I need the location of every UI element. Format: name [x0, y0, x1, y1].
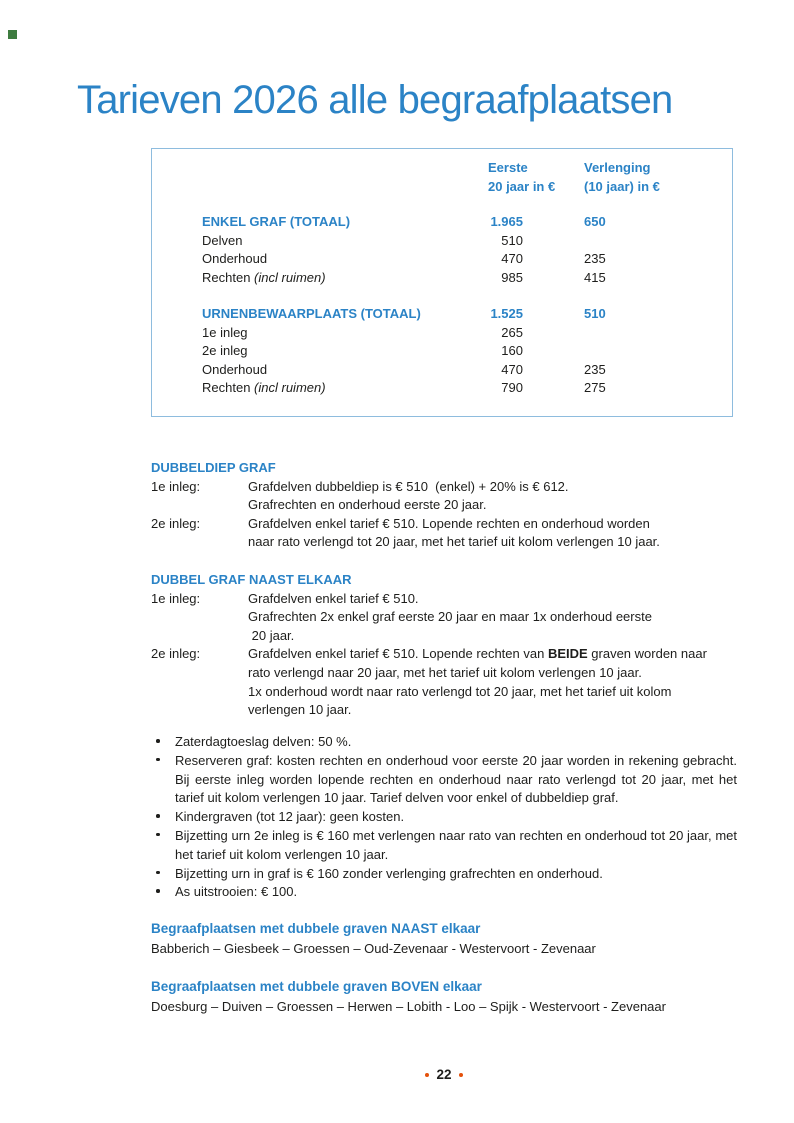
bullet-icon — [156, 739, 160, 743]
column-header-extension — [584, 158, 660, 196]
section-row — [151, 664, 737, 683]
table-row — [152, 324, 732, 343]
section-text-part: Grafdelven enkel tarief € 510. Lopende rechten van — [248, 646, 548, 662]
value-first-20-years: 790 — [501, 380, 523, 396]
column-header-line: Eerste — [488, 160, 528, 175]
bullet-icon — [156, 814, 160, 818]
bullet-text: Kindergraven (tot 12 jaar): geen kosten. — [175, 809, 405, 825]
value-first-20-years: 985 — [501, 269, 523, 285]
list-item — [151, 883, 737, 902]
row-label: Onderhoud — [202, 361, 268, 377]
row-label: URNENBEWAARPLAATS (TOTAAL) — [202, 306, 421, 321]
section-row — [151, 645, 737, 664]
corner-marker — [8, 30, 17, 39]
inleg-label: 1e inleg: — [151, 478, 201, 494]
row-label: 1e inleg — [202, 324, 248, 340]
list-item — [151, 752, 737, 808]
bullet-icon — [156, 833, 160, 837]
section-text: Grafrechten 2x enkel graf eerste 20 jaar en maar 1x onderhoud eerste — [248, 609, 652, 625]
value-first-20-years: 1.965 — [490, 214, 523, 229]
section-row — [151, 496, 737, 515]
inleg-label: 2e inleg: — [151, 515, 201, 531]
section-text: Grafrechten en onderhoud eerste 20 jaar. — [248, 497, 487, 513]
section-row — [151, 515, 737, 534]
bullet-text: Bijzetting urn in graf is € 160 zonder verlenging grafrechten en onderhoud. — [175, 865, 603, 881]
bullet-text: As uitstrooien: € 100. — [175, 884, 298, 900]
list-item — [151, 865, 737, 884]
column-header-line: (10 jaar) in € — [584, 179, 660, 194]
table-row — [152, 213, 732, 232]
value-first-20-years: 470 — [501, 251, 523, 267]
table-group-enkel-graf — [152, 213, 732, 287]
section-text: 1x onderhoud wordt naar rato verlengd tot 20 jaar, met het tarief uit kolom — [248, 683, 672, 699]
footer-section-heading: Begraafplaatsen met dubbele graven NAAST elkaar — [151, 921, 481, 936]
page-number — [151, 1066, 737, 1084]
row-label — [202, 379, 326, 398]
table-row — [152, 379, 732, 398]
footer-section-boven-elkaar — [151, 977, 737, 1016]
bullet-text: Zaterdagtoeslag delven: 50 %. — [175, 734, 352, 749]
column-header-line: Verlenging — [584, 160, 651, 175]
page-number-dot-icon — [459, 1073, 463, 1077]
row-label-italic: (incl ruimen) — [254, 269, 326, 285]
footer-section-places: Doesburg – Duiven – Groessen – Herwen – Lobith - Loo – Spijk - Westervoort - Zevenaar — [151, 998, 666, 1014]
value-extension: 650 — [584, 214, 606, 229]
section-text: rato verlengd naar 20 jaar, met het tarief uit kolom verlengen 10 jaar. — [248, 664, 642, 680]
row-label-text: Rechten — [202, 269, 255, 285]
row-label: ENKEL GRAF (TOTAAL) — [202, 214, 351, 229]
value-first-20-years: 510 — [501, 232, 523, 248]
list-item — [151, 733, 737, 752]
row-label: Delven — [202, 232, 243, 248]
footer-section-naast-elkaar — [151, 919, 737, 958]
table-row — [152, 361, 732, 380]
section-row — [151, 478, 737, 497]
section-row — [151, 627, 737, 646]
bullet-icon — [156, 871, 160, 875]
footer-section-heading: Begraafplaatsen met dubbele graven BOVEN elkaar — [151, 979, 482, 994]
inleg-label: 2e inleg: — [151, 646, 201, 662]
value-extension: 235 — [584, 251, 606, 267]
section-row — [151, 533, 737, 552]
table-row — [152, 269, 732, 288]
notes-bullet-list — [151, 733, 737, 902]
table-group-urnenbewaarplaats — [152, 305, 732, 398]
section-text: Grafdelven enkel tarief € 510. — [248, 590, 419, 606]
page-number-dot-icon — [425, 1073, 429, 1077]
section-text: verlengen 10 jaar. — [248, 702, 352, 718]
section-row — [151, 683, 737, 702]
list-item — [151, 827, 737, 865]
table-row — [152, 305, 732, 324]
section-text-part: graven worden naar — [587, 646, 707, 662]
section-heading: DUBBELDIEP GRAF — [151, 460, 276, 475]
value-first-20-years: 265 — [501, 324, 523, 340]
section-heading: DUBBEL GRAF NAAST ELKAAR — [151, 572, 352, 587]
section-dubbeldiep-graf — [151, 459, 737, 552]
section-row — [151, 701, 737, 720]
table-row — [152, 250, 732, 269]
page-title: Tarieven 2026 alle begraafplaatsen — [77, 78, 673, 122]
value-extension: 275 — [584, 380, 606, 396]
price-table — [151, 148, 733, 417]
section-text: 20 jaar. — [248, 627, 295, 643]
section-text: naar rato verlengd tot 20 jaar, met het tarief uit kolom verlengen 10 jaar. — [248, 534, 660, 550]
bullet-icon — [156, 758, 160, 762]
bullet-icon — [156, 889, 160, 893]
row-label: Onderhoud — [202, 251, 268, 267]
value-first-20-years: 1.525 — [490, 306, 523, 321]
row-label: 2e inleg — [202, 343, 248, 359]
bullet-text: Bijzetting urn 2e inleg is € 160 met verlengen naar rato van rechten en onderhoud tot 20 jaar, met het tarief uit kolom verlengen 10 jaar. — [175, 827, 737, 862]
section-row — [151, 608, 737, 627]
row-label — [202, 269, 326, 288]
section-text: Grafdelven enkel tarief € 510. Lopende rechten en onderhoud worden — [248, 515, 650, 531]
column-header-line: 20 jaar in € — [488, 179, 556, 194]
section-text — [248, 645, 737, 664]
value-first-20-years: 470 — [501, 361, 523, 377]
table-row — [152, 232, 732, 251]
page-number-value: 22 — [436, 1066, 452, 1082]
list-item — [151, 808, 737, 827]
value-first-20-years: 160 — [501, 343, 523, 359]
inleg-label: 1e inleg: — [151, 590, 201, 606]
value-extension: 510 — [584, 306, 606, 321]
section-row — [151, 590, 737, 609]
column-header-first-20-years — [488, 158, 555, 196]
bullet-text: Reserveren graf: kosten rechten en onderhoud voor eerste 20 jaar worden in rekening gebracht. Bij eerste inleg worden lopende rechten en onderhoud naar rato verlengd tot 20 jaar, met het tarief uit kolom verlengen 10 jaar. Tarief delven voor enkel of dubbeldiep graf. — [175, 752, 737, 806]
row-label-text: Rechten — [202, 380, 255, 396]
table-row — [152, 342, 732, 361]
section-text-bold: BEIDE — [547, 646, 588, 662]
section-text: Grafdelven dubbeldiep is € 510 (enkel) + 20% is € 612. — [248, 478, 569, 494]
footer-section-places: Babberich – Giesbeek – Groessen – Oud-Zevenaar - Westervoort - Zevenaar — [151, 940, 596, 956]
value-extension: 415 — [584, 269, 606, 285]
row-label-italic: (incl ruimen) — [254, 380, 326, 396]
section-dubbel-graf-naast-elkaar — [151, 571, 737, 720]
value-extension: 235 — [584, 361, 606, 377]
